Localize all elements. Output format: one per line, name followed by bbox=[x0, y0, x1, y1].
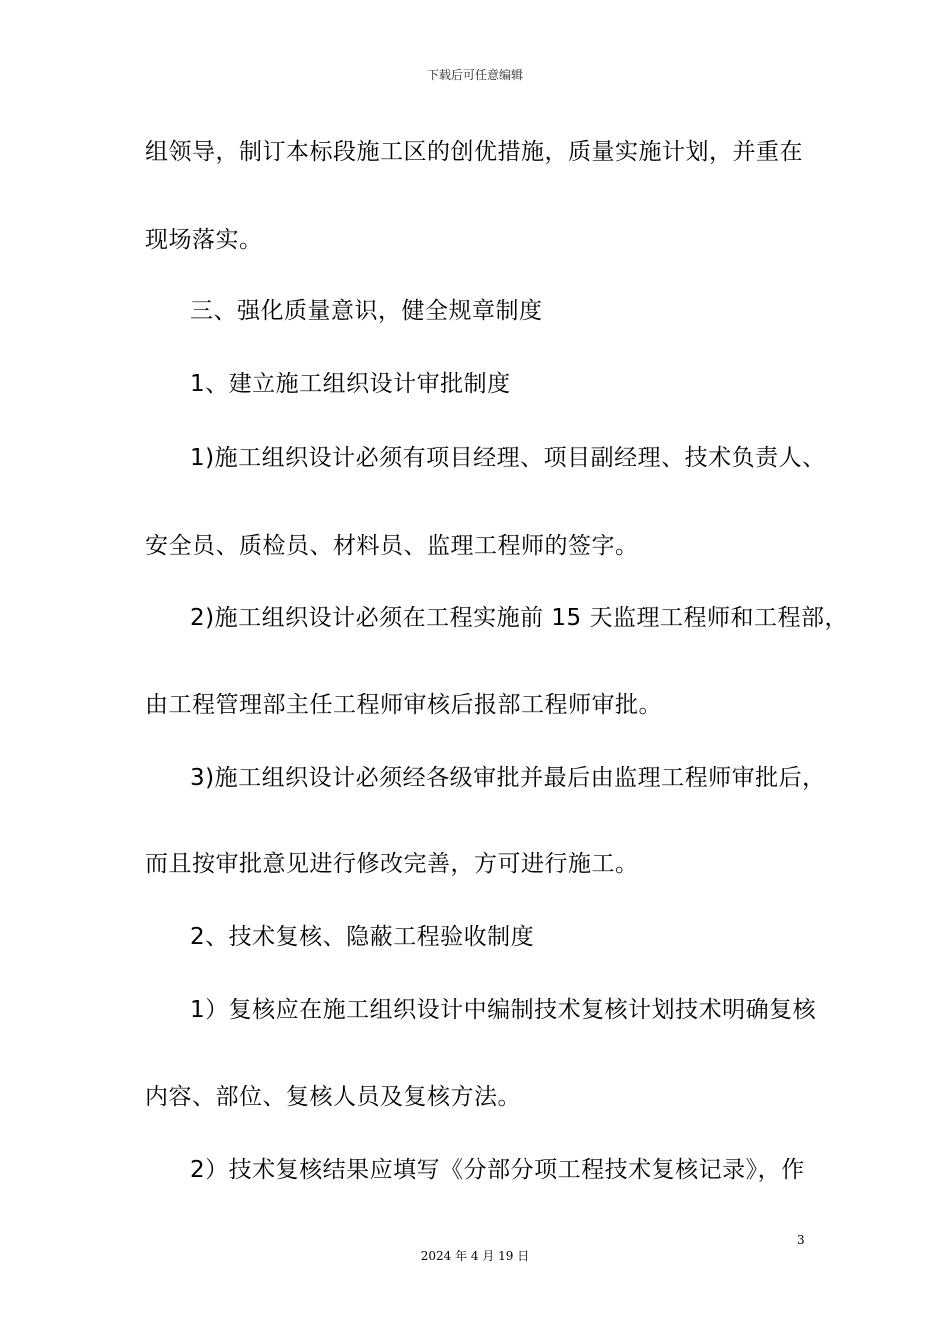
subsection-heading: 1、建立施工组织设计审批制度 bbox=[190, 371, 511, 397]
page-number: 3 bbox=[797, 1233, 805, 1247]
paragraph-line: 1)施工组织设计必须有项目经理、项目副经理、技术负责人、 bbox=[190, 445, 826, 471]
paragraph-line: 安全员、质检员、材料员、监理工程师的签字。 bbox=[145, 533, 639, 559]
paragraph-line: 由工程管理部主任工程师审核后报部工程师审批。 bbox=[145, 692, 662, 718]
paragraph-line: 2）技术复核结果应填写《分部分项工程技术复核记录》，作 bbox=[190, 1157, 805, 1183]
paragraph-line: 3)施工组织设计必须经各级审批并最后由监理工程师审批后， bbox=[190, 765, 826, 791]
section-heading: 三、强化质量意识，健全规章制度 bbox=[190, 298, 543, 324]
paragraph-line: 1）复核应在施工组织设计中编制技术复核计划技术明确复核 bbox=[190, 997, 817, 1023]
paragraph-line: 现场落实。 bbox=[145, 227, 263, 253]
footer-date: 2024 年 4 月 19 日 bbox=[420, 1249, 530, 1263]
header-note: 下载后可任意编辑 bbox=[426, 68, 523, 82]
subsection-heading: 2、技术复核、隐蔽工程验收制度 bbox=[190, 924, 535, 950]
paragraph-line: 而且按审批意见进行修改完善，方可进行施工。 bbox=[145, 851, 639, 877]
paragraph-line: 内容、部位、复核人员及复核方法。 bbox=[145, 1084, 521, 1110]
paragraph-line: 组领导，制订本标段施工区的创优措施，质量实施计划，并重在 bbox=[145, 139, 803, 165]
paragraph-line: 2)施工组织设计必须在工程实施前 15 天监理工程师和工程部， bbox=[190, 605, 848, 631]
